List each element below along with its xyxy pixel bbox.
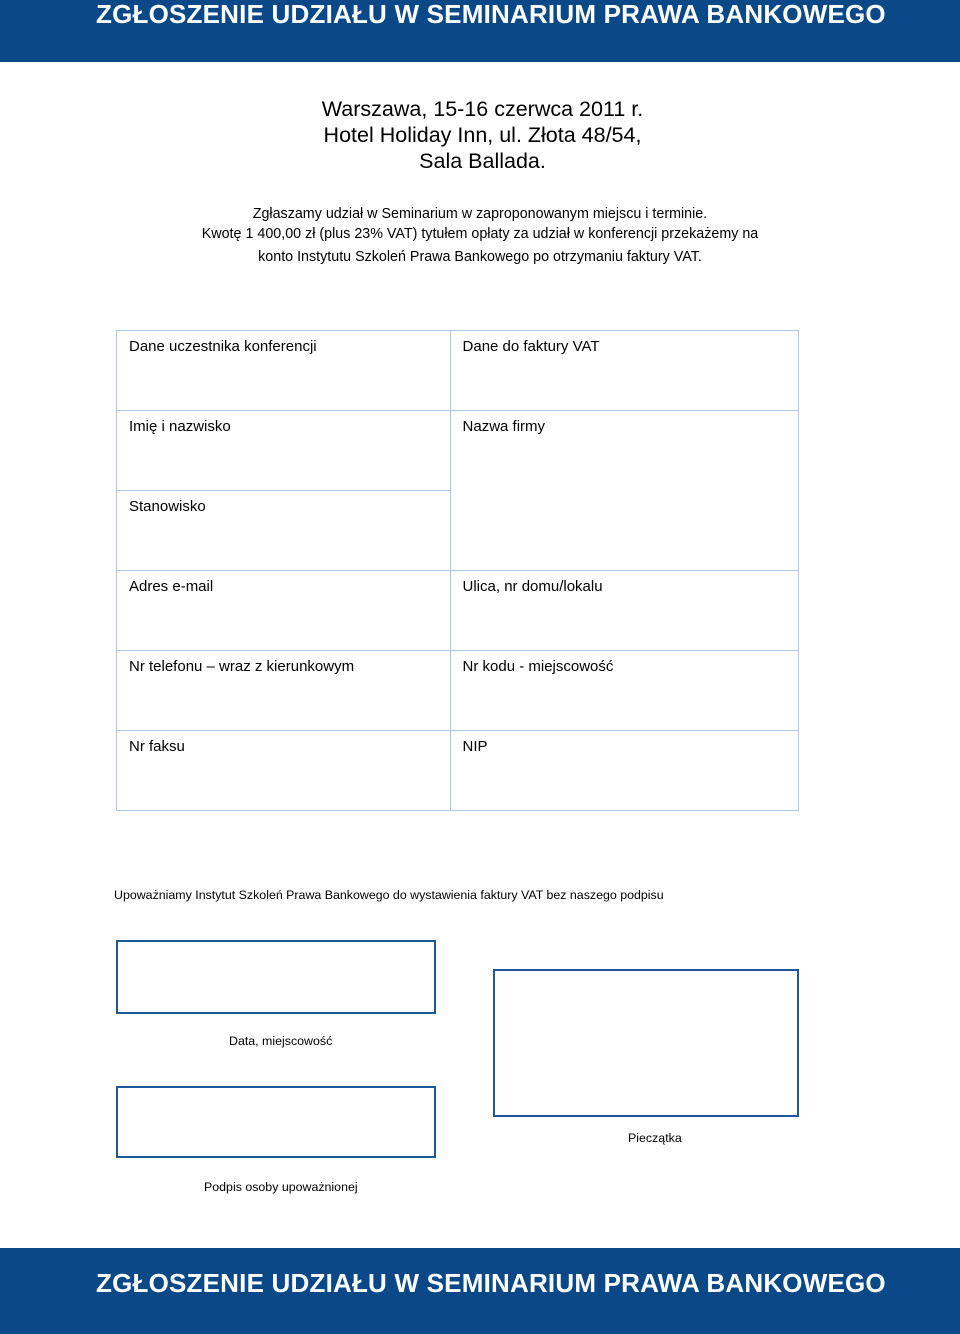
stamp-box[interactable] (493, 969, 799, 1117)
name-field[interactable] (117, 411, 451, 491)
postal-field[interactable] (450, 651, 798, 731)
header-banner (0, 0, 960, 62)
street-field[interactable] (450, 571, 798, 651)
authorization-statement: Upoważniamy Instytut Szkoleń Prawa Bankowego do wystawienia faktury VAT bez naszego podpisu (114, 888, 664, 902)
name-label: Imię i nazwisko (129, 418, 231, 435)
intro-text (0, 206, 960, 269)
position-field[interactable] (117, 491, 451, 571)
street-label: Ulica, nr domu/lokalu (462, 578, 603, 595)
fax-field[interactable] (117, 731, 451, 811)
email-label: Adres e-mail (129, 578, 214, 595)
intro-line-1: Zgłaszamy udział w Seminarium w zaproponowanym miejscu i terminie. (252, 206, 708, 222)
date-place-caption: Data, miejscowość (229, 1034, 333, 1048)
invoice-header: Dane do faktury VAT (462, 338, 600, 355)
venue-date: Warszawa, 15-16 czerwca 2011 r. (321, 97, 644, 121)
invoice-header-cell (450, 331, 798, 411)
venue-hotel: Hotel Holiday Inn, ul. Złota 48/54, (323, 123, 642, 147)
participant-header-cell (117, 331, 451, 411)
stamp-caption: Pieczątka (628, 1131, 682, 1145)
phone-label: Nr telefonu – wraz z kierunkowym (129, 658, 355, 675)
phone-field[interactable] (117, 651, 451, 731)
signature-box[interactable] (116, 1086, 436, 1158)
nip-label: NIP (462, 738, 488, 755)
venue-room: Sala Ballada. (419, 149, 546, 173)
fax-label: Nr faksu (129, 738, 185, 755)
position-label: Stanowisko (129, 498, 206, 515)
postal-label: Nr kodu - miejscowość (462, 658, 614, 675)
intro-line-3: konto Instytutu Szkoleń Prawa Bankowego po otrzymaniu faktury VAT. (258, 249, 702, 265)
email-field[interactable] (117, 571, 451, 651)
registration-form-table (116, 330, 799, 811)
company-label: Nazwa firmy (462, 418, 546, 435)
signature-caption: Podpis osoby upoważnionej (204, 1180, 358, 1194)
footer-banner (0, 1248, 960, 1334)
company-field[interactable] (450, 411, 798, 571)
header-title: ZGŁOSZENIE UDZIAŁU W SEMINARIUM PRAWA BANKOWEGO (96, 0, 886, 29)
participant-header: Dane uczestnika konferencji (129, 338, 317, 355)
intro-line-2: Kwotę 1 400,00 zł (plus 23% VAT) tytułem opłaty za udział w konferencji przekażemy na (201, 226, 759, 242)
footer-title: ZGŁOSZENIE UDZIAŁU W SEMINARIUM PRAWA BANKOWEGO (96, 1268, 886, 1298)
nip-field[interactable] (450, 731, 798, 811)
venue-info (0, 96, 960, 174)
date-place-box[interactable] (116, 940, 436, 1014)
